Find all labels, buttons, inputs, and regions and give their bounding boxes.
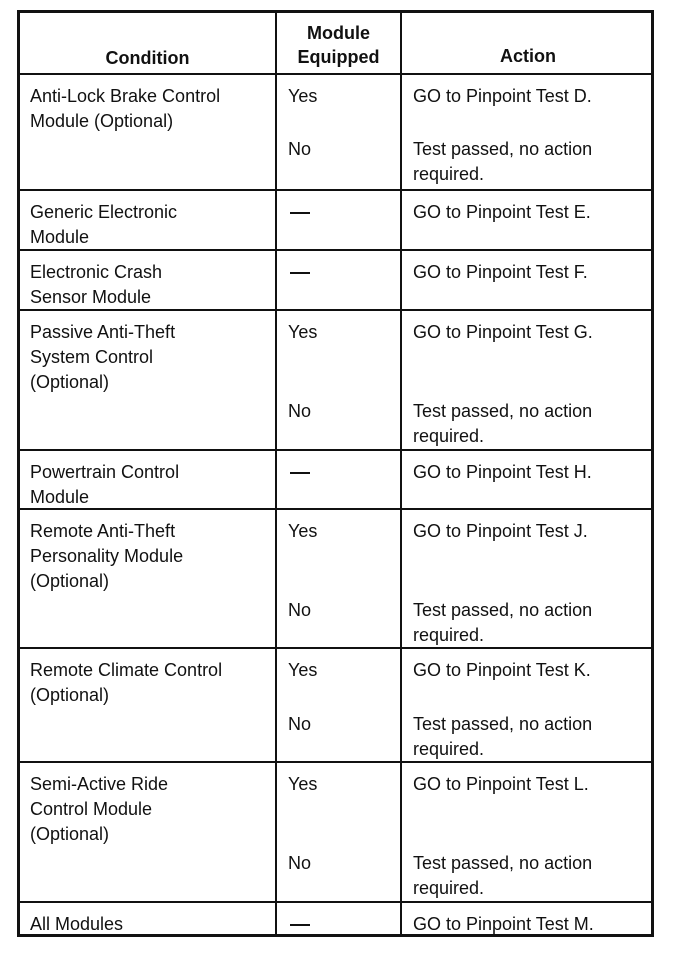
module-equipped-cell: Yes (288, 521, 318, 541)
not-applicable-dash (290, 924, 310, 926)
column-divider (275, 13, 277, 934)
row-divider (20, 309, 651, 311)
module-equipped-cell: No (288, 600, 312, 620)
module-equipped-cell: No (288, 139, 312, 159)
condition-cell: Passive Anti-Theft System Control (Optional) (30, 322, 176, 392)
column-divider (400, 13, 402, 934)
header-condition: Condition (105, 48, 190, 68)
module-equipped-cell: Yes (288, 660, 318, 680)
action-cell: GO to Pinpoint Test J. (413, 521, 588, 541)
module-equipped-cell: Yes (288, 774, 318, 794)
row-divider (20, 761, 651, 763)
header-divider (20, 73, 651, 75)
module-equipped-cell: No (288, 853, 312, 873)
module-equipped-cell: Yes (288, 86, 318, 106)
not-applicable-dash (290, 472, 310, 474)
row-divider (20, 647, 651, 649)
module-equipped-cell: Yes (288, 322, 318, 342)
action-cell: Test passed, no action required. (413, 139, 593, 184)
condition-cell: Powertrain Control Module (30, 462, 180, 507)
action-cell: GO to Pinpoint Test D. (413, 86, 592, 106)
module-equipped-cell: No (288, 401, 312, 421)
header-action: Action (500, 46, 556, 66)
action-cell: Test passed, no action required. (413, 401, 593, 446)
condition-cell: Generic Electronic Module (30, 202, 178, 247)
condition-cell: Anti-Lock Brake Control Module (Optional) (30, 86, 221, 131)
action-cell: GO to Pinpoint Test L. (413, 774, 589, 794)
not-applicable-dash (290, 212, 310, 214)
condition-cell: Semi-Active Ride Control Module (Optional) (30, 774, 169, 844)
header-module-equipped: Module Equipped (297, 23, 380, 67)
action-cell: GO to Pinpoint Test K. (413, 660, 591, 680)
module-equipped-cell: No (288, 714, 312, 734)
action-cell: Test passed, no action required. (413, 600, 593, 645)
condition-cell: Electronic Crash Sensor Module (30, 262, 163, 307)
condition-cell: Remote Anti-Theft Personality Module (Optional) (30, 521, 184, 591)
action-cell: GO to Pinpoint Test G. (413, 322, 593, 342)
condition-cell: Remote Climate Control (Optional) (30, 660, 223, 705)
condition-cell: All Modules (30, 914, 124, 934)
action-cell: GO to Pinpoint Test F. (413, 262, 588, 282)
action-cell: GO to Pinpoint Test M. (413, 914, 594, 934)
action-cell: Test passed, no action required. (413, 853, 593, 898)
action-cell: GO to Pinpoint Test E. (413, 202, 591, 222)
row-divider (20, 508, 651, 510)
not-applicable-dash (290, 272, 310, 274)
row-divider (20, 901, 651, 903)
module-test-table (17, 10, 654, 937)
action-cell: GO to Pinpoint Test H. (413, 462, 592, 482)
row-divider (20, 189, 651, 191)
row-divider (20, 249, 651, 251)
row-divider (20, 449, 651, 451)
action-cell: Test passed, no action required. (413, 714, 593, 759)
